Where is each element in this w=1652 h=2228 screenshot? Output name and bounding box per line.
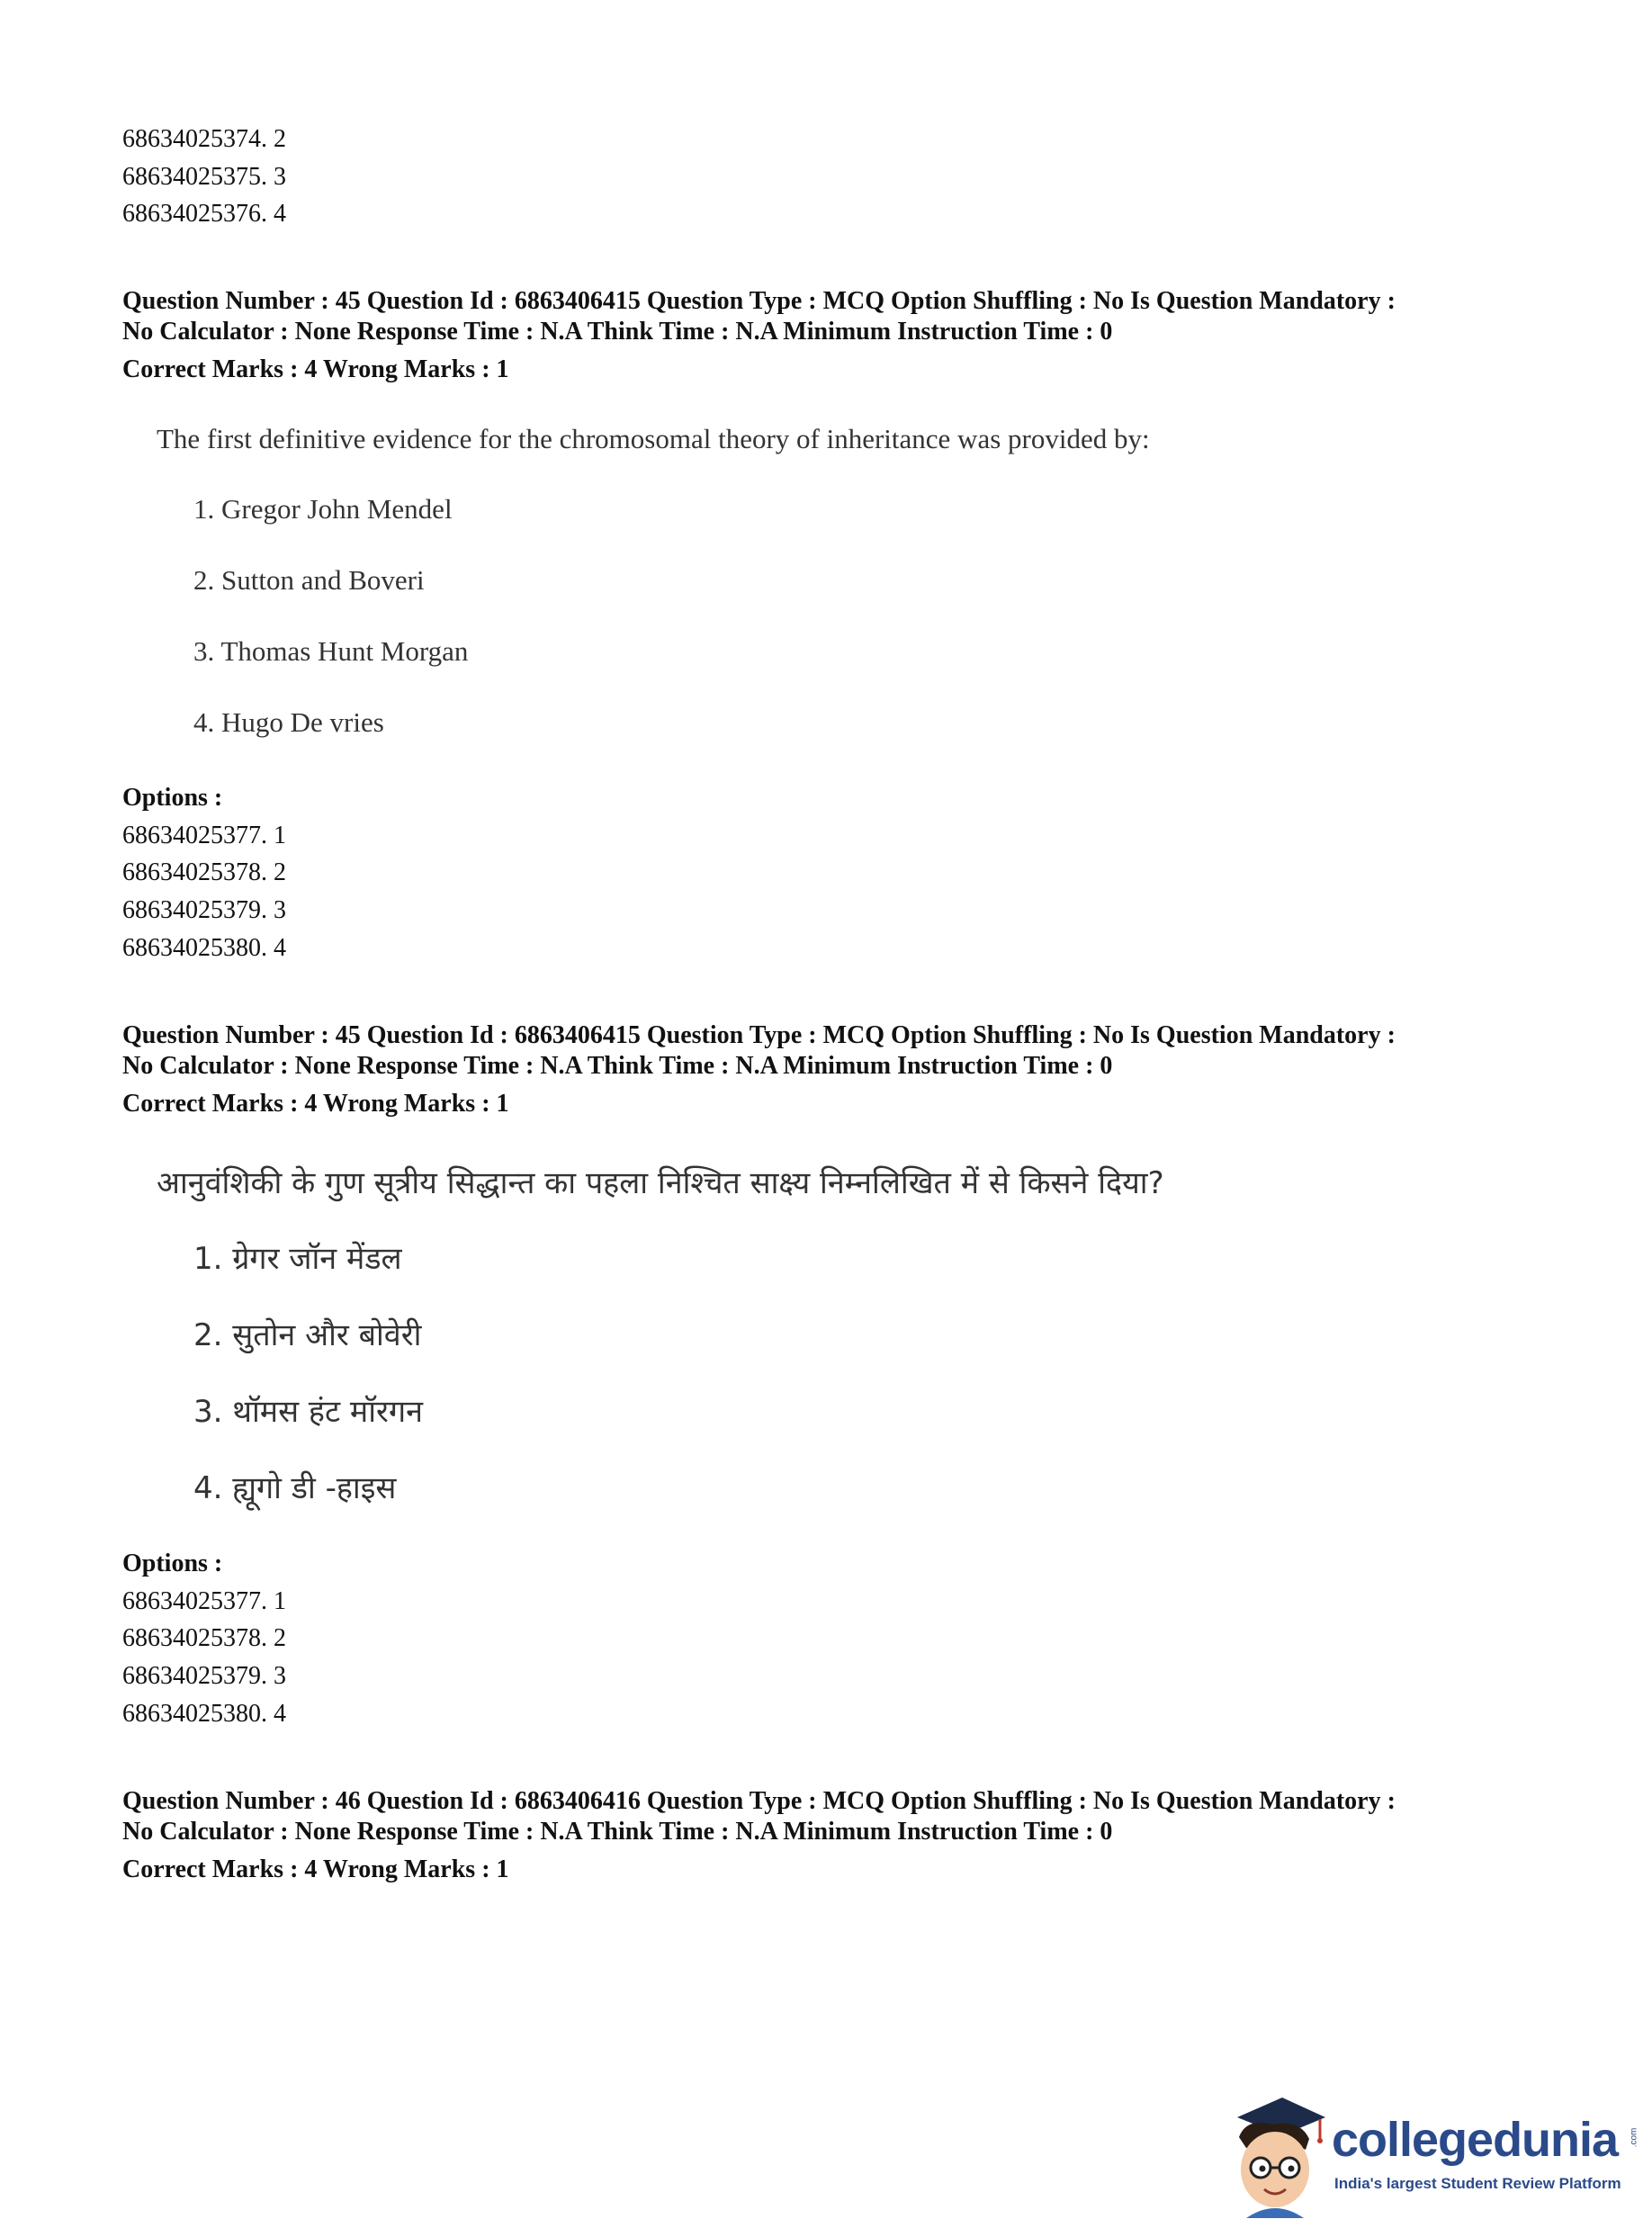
choice-item: 1. ग्रेगर जॉन मेंडल — [193, 1241, 402, 1277]
question-marks: Correct Marks : 4 Wrong Marks : 1 — [122, 1090, 509, 1118]
choice-item: 4. Hugo De vries — [193, 706, 384, 738]
option-line: 68634025380. 4 — [122, 934, 286, 962]
option-line: 68634025378. 2 — [122, 1624, 286, 1652]
question-marks: Correct Marks : 4 Wrong Marks : 1 — [122, 355, 509, 383]
choice-item: 3. Thomas Hunt Morgan — [193, 635, 469, 667]
option-line: 68634025379. 3 — [122, 1662, 286, 1690]
collegedunia-logo — [1219, 2092, 1642, 2218]
option-line: 68634025378. 2 — [122, 858, 286, 886]
choice-item: 2. Sutton and Boveri — [193, 564, 425, 596]
logo-suffix: .com — [1629, 2127, 1639, 2148]
question-text: The first definitive evidence for the chromosomal theory of inheritance was provided by: — [157, 423, 1150, 454]
question-meta-line2: No Calculator : None Response Time : N.A Think Time : N.A Minimum Instruction Time : 0 — [122, 1052, 1113, 1080]
question-meta-line1: Question Number : 45 Question Id : 6863406415 Question Type : MCQ Option Shuffling : No Is Question Mandatory : — [122, 287, 1396, 315]
logo-tagline: India's largest Student Review Platform — [1334, 2175, 1621, 2192]
choice-item: 1. Gregor John Mendel — [193, 493, 453, 525]
mascot-icon — [1219, 2092, 1327, 2218]
question-meta-line1: Question Number : 45 Question Id : 6863406415 Question Type : MCQ Option Shuffling : No Is Question Mandatory : — [122, 1021, 1396, 1049]
question-meta-line2: No Calculator : None Response Time : N.A Think Time : N.A Minimum Instruction Time : 0 — [122, 1818, 1113, 1846]
option-line: 68634025380. 4 — [122, 1700, 286, 1728]
choice-item: 4. ह्यूगो डी -हाइस — [193, 1470, 397, 1506]
option-line: 68634025379. 3 — [122, 896, 286, 924]
options-label: Options : — [122, 1550, 223, 1577]
options-label: Options : — [122, 784, 223, 812]
option-line: 68634025374. 2 — [122, 125, 286, 153]
option-line: 68634025375. 3 — [122, 163, 286, 191]
option-line: 68634025377. 1 — [122, 822, 286, 849]
question-marks: Correct Marks : 4 Wrong Marks : 1 — [122, 1855, 509, 1883]
option-line: 68634025376. 4 — [122, 200, 286, 228]
question-text: आनुवंशिकी के गुण सूत्रीय सिद्धान्त का पहला निश्चित साक्ष्य निम्नलिखित में से किसने दिया? — [157, 1165, 1164, 1201]
choice-item: 2. सुतोन और बोवेरी — [193, 1317, 422, 1353]
question-meta-line1: Question Number : 46 Question Id : 6863406416 Question Type : MCQ Option Shuffling : No Is Question Mandatory : — [122, 1787, 1396, 1815]
question-meta-line2: No Calculator : None Response Time : N.A Think Time : N.A Minimum Instruction Time : 0 — [122, 318, 1113, 346]
choice-item: 3. थॉमस हंट मॉरगन — [193, 1394, 423, 1430]
option-line: 68634025377. 1 — [122, 1587, 286, 1615]
logo-wordmark: collegedunia — [1332, 2113, 1619, 2167]
